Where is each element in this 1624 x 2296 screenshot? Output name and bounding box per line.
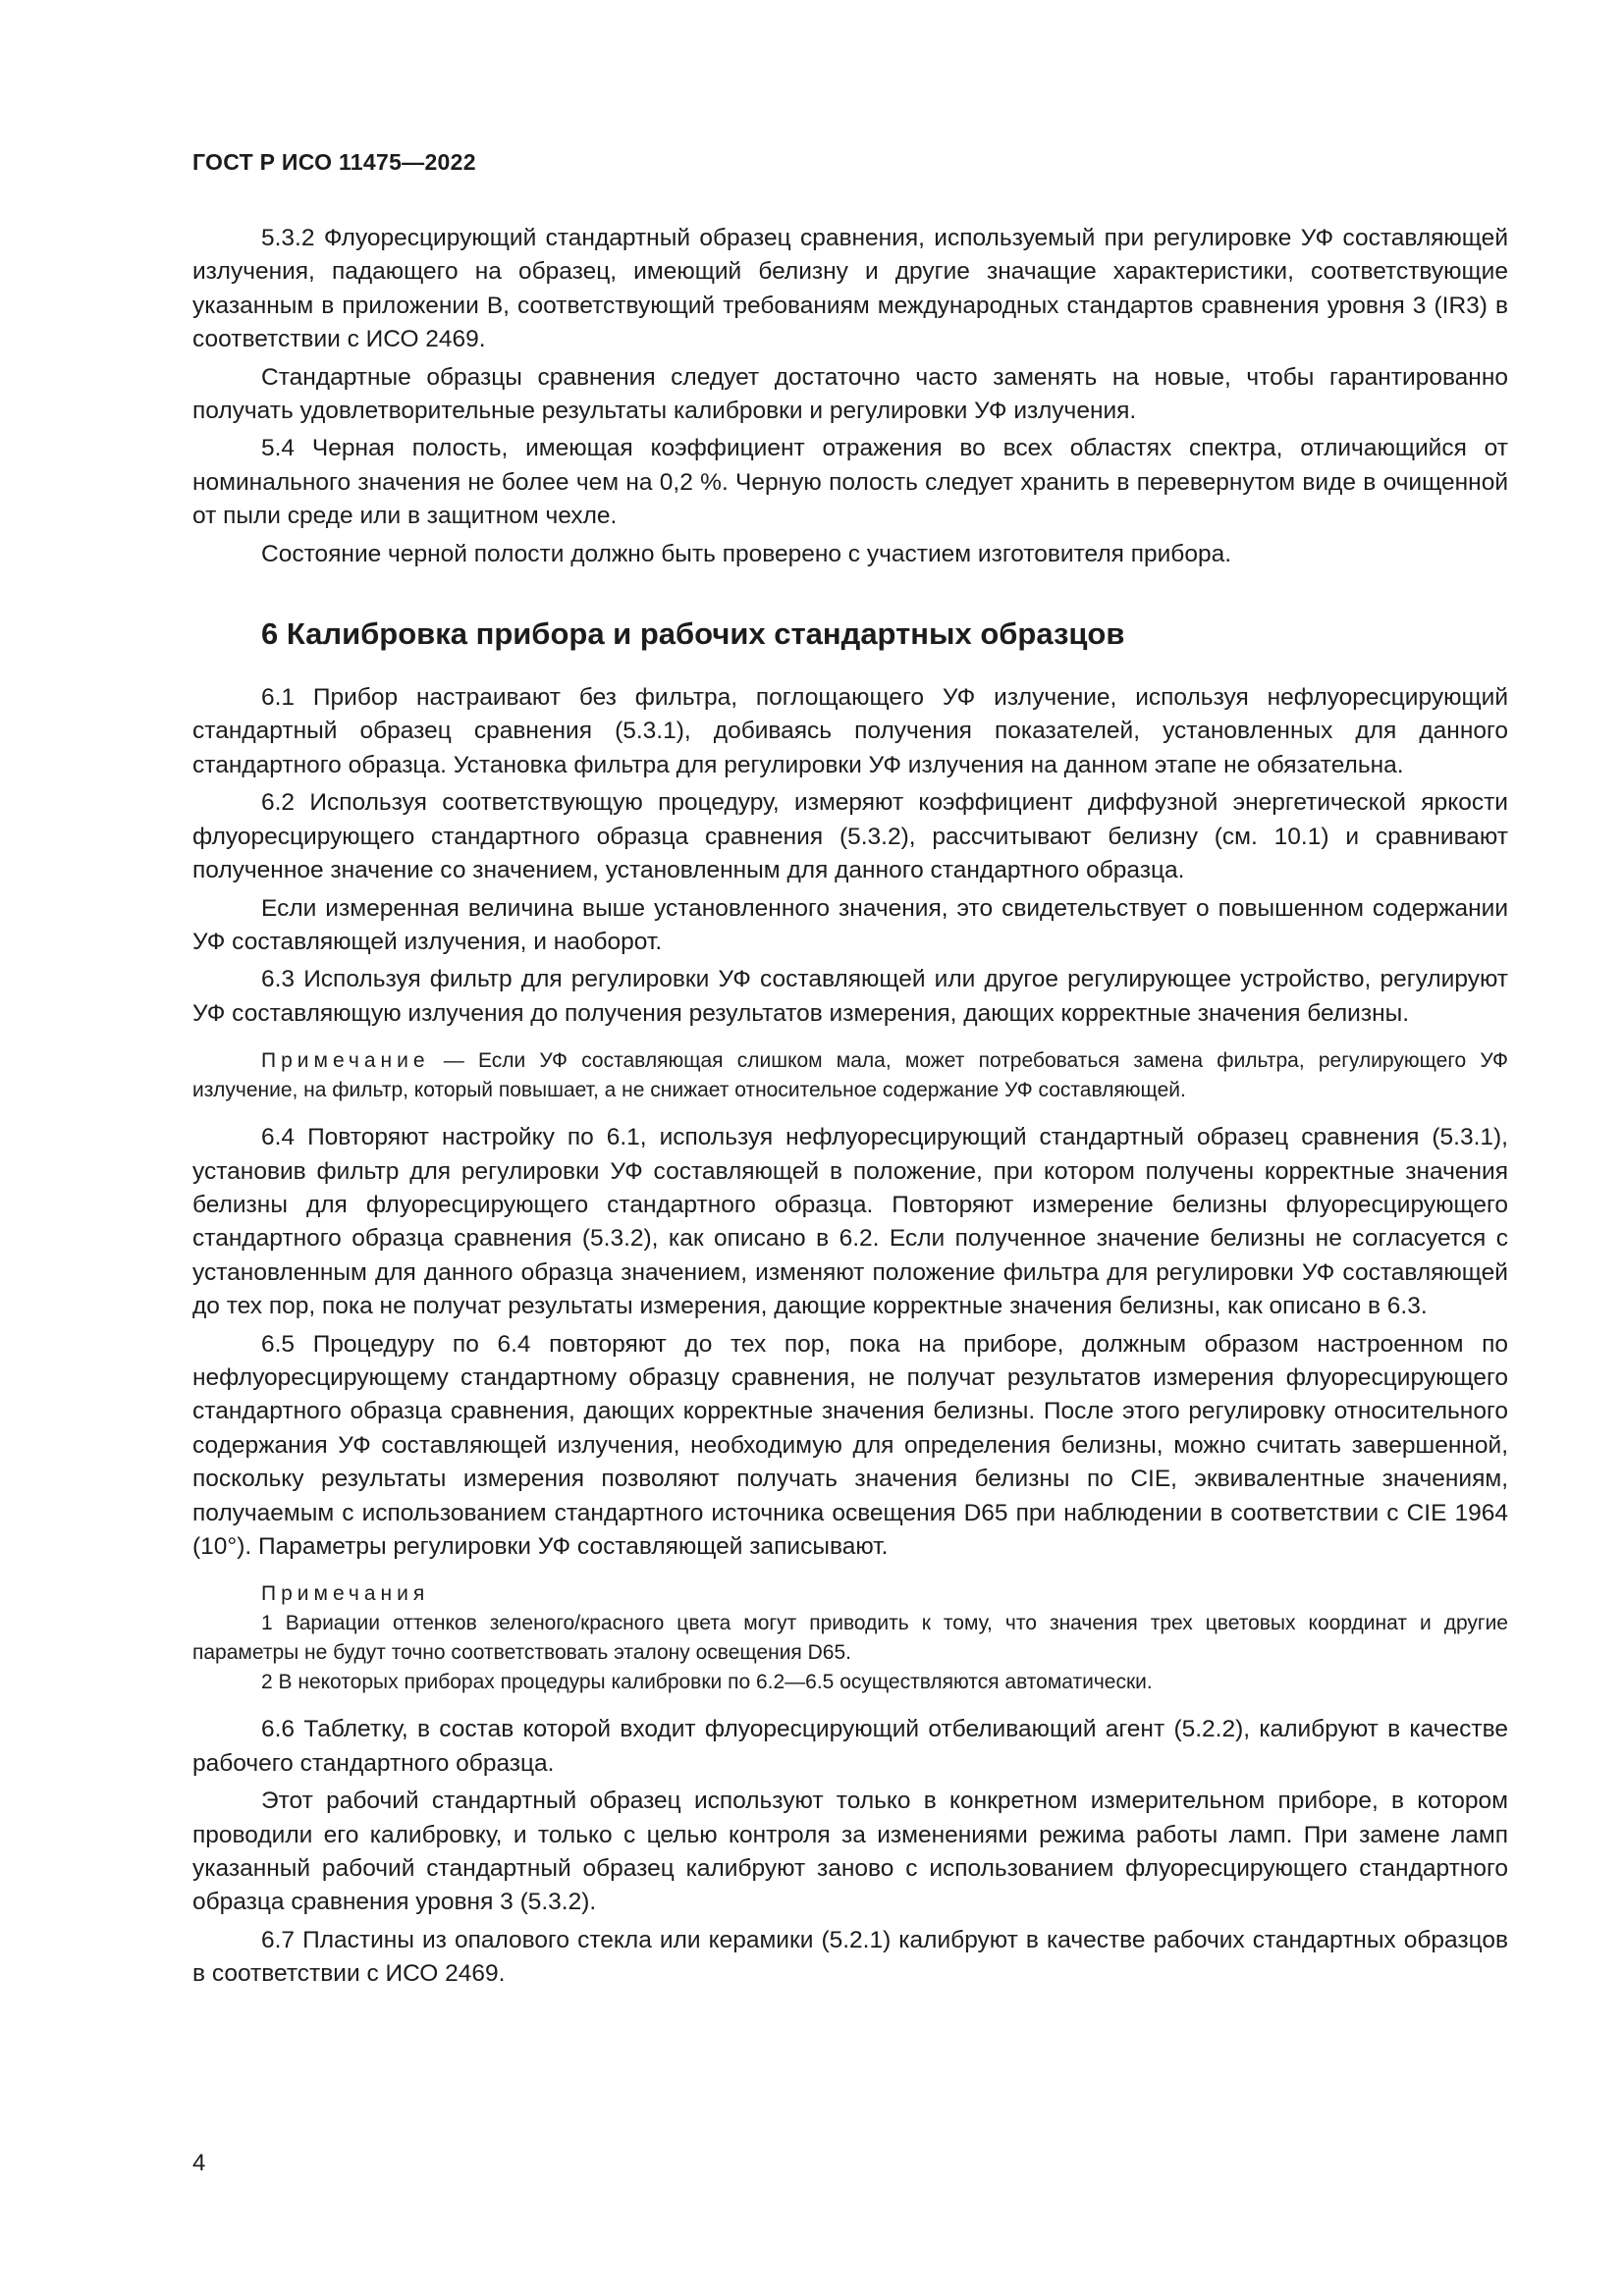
paragraph-6-4: 6.4 Повторяют настройку по 6.1, используя нефлуоресцирующий стандартный образец сравнения (5.3.1), установив фильтр для регулировки УФ составляющей в положение, при котором получены корректные значения белизны для флуоресцирующего стандартного образца. Повторяют измерение белизны флуоресцирующего стандартного образца сравнения (5.3.2), как описано в 6.2. Если полученное значение белизны не согласуется с установленным для данного образца значением, изменяют положение фильтра для регулировки УФ составляющей до тех пор, пока не получат результаты измерения, дающие корректные значения белизны, как описано в 6.3.: [192, 1124, 1508, 1320]
page-content: [192, 222, 1508, 1992]
notes-block: [192, 1579, 1508, 1697]
document-header: ГОСТ Р ИСО 11475—2022: [192, 149, 476, 175]
note-text: — Если УФ составляющая слишком мала, может потребоваться замена фильтра, регулирующего УФ излучение, на фильтр, который повышает, а не снижает относительное содержание УФ составляющей.: [192, 1049, 1508, 1102]
paragraph-5-3-2: 5.3.2 Флуоресцирующий стандартный образец сравнения, используемый при регулировке УФ составляющей излучения, падающего на образец, имеющий белизну и другие значащие характеристики, соответствующие указанным в приложении В, соответствующий требованиям международных стандартов сравнения уровня 3 (IR3) в соответствии с ИСО 2469.: [192, 225, 1508, 353]
notes-label: Примечания: [261, 1582, 430, 1606]
paragraph-6-1: 6.1 Прибор настраивают без фильтра, поглощающего УФ излучение, используя нефлуоресцирующий стандартный образец сравнения (5.3.1), добиваясь получения показателей, установленных для данного стандартного образца. Установка фильтра для регулировки УФ излучения на данном этапе не обязательна.: [192, 684, 1508, 778]
note-uv-filter: [192, 1046, 1508, 1105]
paragraph-6-3: 6.3 Используя фильтр для регулировки УФ составляющей или другое регулирующее устройство, регулируют УФ составляющую излучения до получения результатов измерения, дающих корректные значения белизны.: [192, 966, 1508, 1027]
page-number: 4: [192, 2150, 206, 2176]
note-item: 2 В некоторых приборах процедуры калибровки по 6.2—6.5 осуществляются автоматически.: [261, 1671, 1153, 1694]
note-item: 1 Вариации оттенков зеленого/красного цвета могут приводить к тому, что значения трех цветовых координат и другие параметры не будут точно соответствовать эталону освещения D65.: [192, 1612, 1508, 1665]
paragraph-6-2: 6.2 Используя соответствующую процедуру, измеряют коэффициент диффузной энергетической яркости флуоресцирующего стандартного образца сравнения (5.3.2), рассчитывают белизну (см. 10.1) и сравнивают полученное значение со значением, установленным для данного стандартного образца.: [192, 789, 1508, 884]
paragraph-6-2-cont: Если измеренная величина выше установленного значения, это свидетельствует о повышенном содержании УФ составляющей излучения, и наоборот.: [192, 894, 1508, 955]
paragraph-6-6: 6.6 Таблетку, в состав которой входит флуоресцирующий отбеливающий агент (5.2.2), калибруют в качестве рабочего стандартного образца.: [192, 1716, 1508, 1777]
paragraph-5-4: 5.4 Черная полость, имеющая коэффициент отражения во всех областях спектра, отличающийся от номинального значения не более чем на 0,2 %. Черную полость следует хранить в перевернутом виде в очищенной от пыли среде или в защитном чехле.: [192, 435, 1508, 530]
paragraph-6-7: 6.7 Пластины из опалового стекла или керамики (5.2.1) калибруют в качестве рабочих стандартных образцов в соответствии с ИСО 2469.: [192, 1926, 1508, 1988]
note-label: Примечание: [261, 1049, 430, 1073]
paragraph-6-6-cont: Этот рабочий стандартный образец используют только в конкретном измерительном приборе, в котором проводили его калибровку, и только с целью контроля за изменениями режима работы ламп. При замене ламп указанный рабочий стандартный образец калибруют заново с использованием флуоресцирующего стандартного образца сравнения уровня 3 (5.3.2).: [192, 1788, 1508, 1916]
section-6-title: 6 Калибровка прибора и рабочих стандартных образцов: [261, 616, 1125, 652]
paragraph-6-5: 6.5 Процедуру по 6.4 повторяют до тех пор, пока на приборе, должным образом настроенном по нефлуоресцирующему стандартному образцу сравнения, не получат результатов измерения флуоресцирующего стандартного образца сравнения, дающих корректные значения белизны. После этого регулировку относительного содержания УФ составляющей излучения, необходимую для определения белизны, можно считать завершенной, поскольку результаты измерения позволяют получать значения белизны по CIE, эквивалентные значениям, получаемым с использованием стандартного источника освещения D65 при наблюдении в соответствии с CIE 1964 (10°). Параметры регулировки УФ составляющей записывают.: [192, 1330, 1508, 1560]
paragraph-black-cavity-state: Состояние черной полости должно быть проверено с участием изготовителя прибора.: [261, 540, 1232, 567]
paragraph-standards-replace: Стандартные образцы сравнения следует достаточно часто заменять на новые, чтобы гарантированно получать удовлетворительные результаты калибровки и регулировки УФ излучения.: [192, 363, 1508, 425]
